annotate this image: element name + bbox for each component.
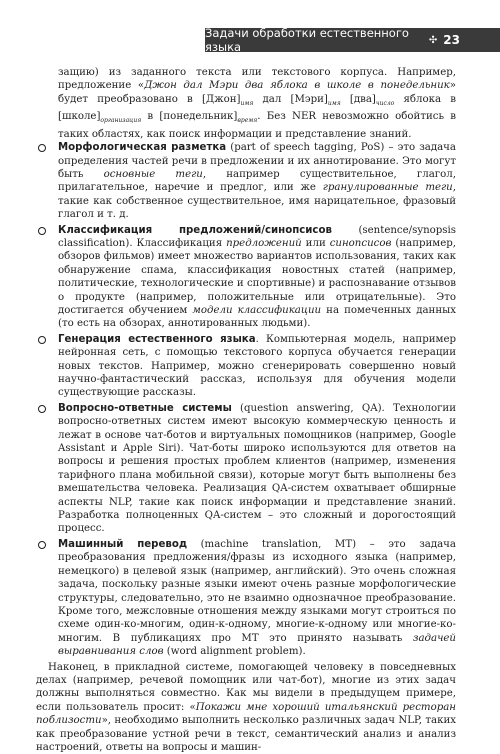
task-list	[36, 141, 456, 658]
closing-paragraph: Наконец, в прикладной системе, помогающей человеку в повседневных делах (например, речевой помощник или чат-бот), многие из этих задач должны выполняться совместно. Как мы видели в предыдущем примере, если пользователь просит: «Покажи мне хороший итальянский ресторан поблизости», необходимо выполнить несколько различных задач NLP, таких как преобразование устной речи в текст, семантический анализ и анализ настроений, ответы на вопросы и машин-	[36, 661, 457, 753]
bullet-circle-icon	[38, 227, 46, 235]
intro-paragraph: защию) из заданного текста или текстового корпуса. Например, предложение «Джон дал Мэри два яблока в школе в понедельник» будет преобразовано в $[Джон]_{имя}$ дал $[Мэри]_{имя}$ $[два]_{число}$ яблока в $[школе]_{организация}$ в $[понедельник]_{время}$. Без NER невозможно обойтись в таких областях, как поиск информации и представление знаний.	[58, 67, 457, 140]
list-item: Морфологическая разметка (part of speech tagging, PoS) – это задача определения частей речи в предложении и их аннотирование. Это могут быть основные теги, например существительное, глагол, прилагательное, наречие и предлог, или же гранулированные теги, такие как собственное существительное, имя нарицательное, фразовый глагол и т. д.	[36, 141, 456, 221]
list-item: Генерация естественного языка. Компьютерная модель, например нейронная сеть, с помощью текстового корпуса обучается генерации новых текстов. Например, можно сгенерировать совершенно новый научно-фантастический рассказ, используя для обучения модели существующие рассказы.	[36, 333, 456, 400]
list-item: Классификация предложений/синопсисов (sentence/synopsis classification). Классификация предложений или синопсисов (например, обзоров фильмов) имеет множество вариантов использования, таких как обнаружение спама, классификация новостных статей (например, политические, технологические и спортивные) и распознавание отзывов о продукте (например, положительные или отрицательные). Это достигается обучением модели классификации на помеченных данных (то есть на обзорах, аннотированных людьми).	[36, 224, 456, 331]
list-item: Машинный перевод (machine translation, MT) – это задача преобразования предложения/фразы из исходного языка (например, немецкого) в целевой язык (например, английский). Это очень сложная задача, поскольку разные языки имеют очень разные морфологические структуры, следовательно, это не взаимно однозначное преобразование. Кроме того, межсловные отношения между языками могут строиться по схеме один-ко-многим, один-к-одному, многие-к-одному или многие-ко-многим. В публикациях про MT это принято называть задачей выравнивания слов (word alignment problem).	[36, 538, 456, 659]
page-body	[36, 66, 456, 754]
bullet-circle-icon	[38, 336, 46, 344]
running-header	[205, 28, 500, 52]
page-number: 23	[443, 33, 460, 47]
bullet-circle-icon	[38, 144, 46, 152]
list-item: Вопросно-ответные системы (question answering, QA). Технологии вопросно-ответных систем имеют высокую коммерческую ценность и лежат в основе чат-ботов и виртуальных помощников (например, Google Assistant и Apple Siri). Чат-боты широко используются для ответов на вопросы и решения простых проблем клиентов (например, изменения тарифного плана мобильной связи), которые могут быть выполнены без вмешательства человека. Реализация QA-систем охватывает обширные аспекты NLP, такие как поиск информации и представление знаний. Разработка полноценных QA-систем – это сложный и дорогостоящий процесс.	[36, 402, 456, 536]
ornament-icon: ✣	[428, 34, 438, 46]
bullet-circle-icon	[38, 405, 46, 413]
bullet-circle-icon	[38, 541, 46, 549]
header-title: Задачи обработки естественного языка	[205, 26, 409, 54]
